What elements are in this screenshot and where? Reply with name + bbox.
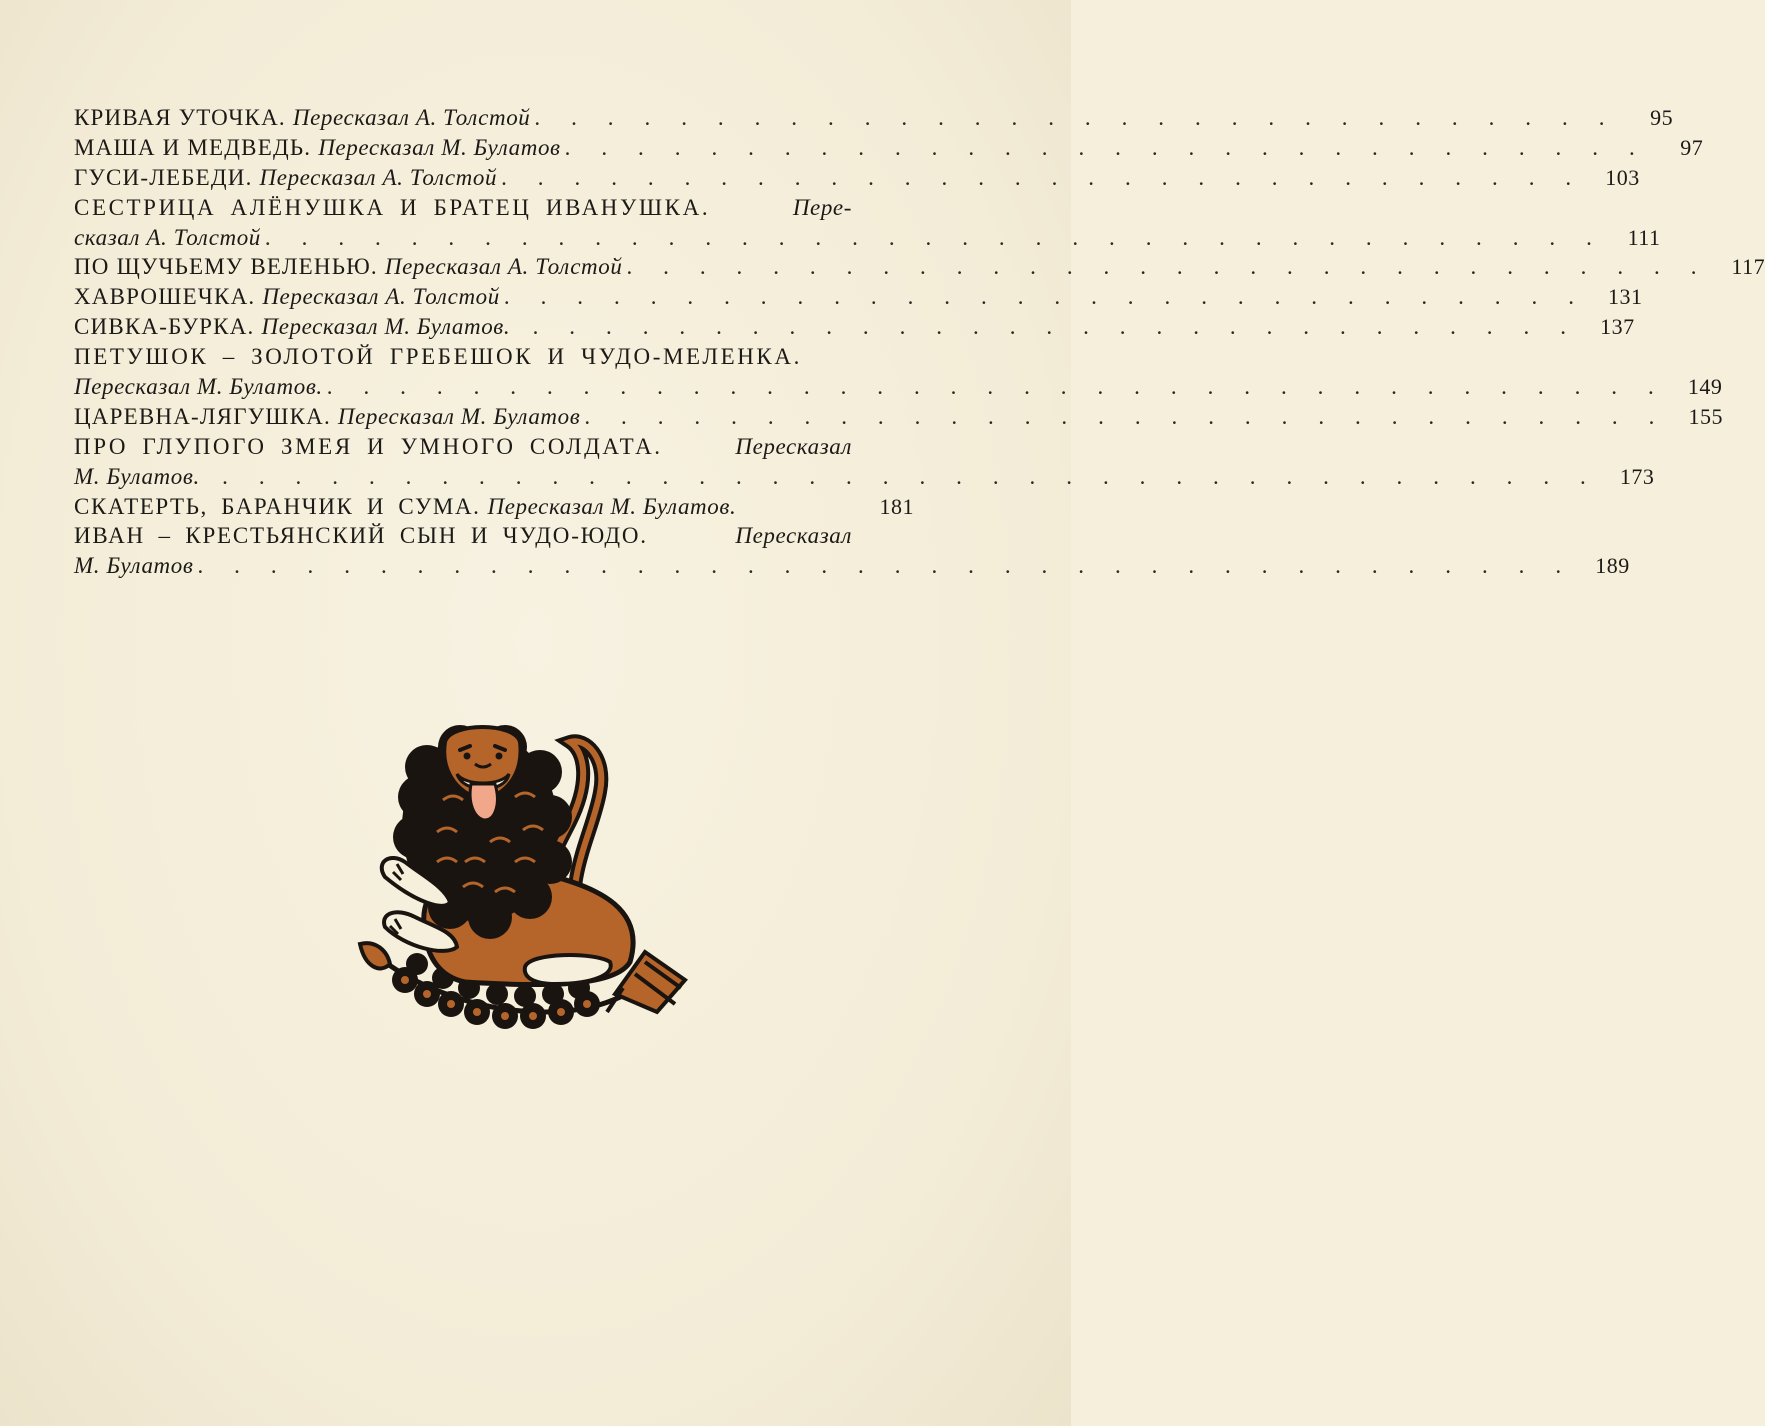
dot-leader: . . . . . . . . . . . . . . . . . . . . . . . . . . . . . . . . . . . . . [264, 224, 1605, 250]
dot-leader: . . . . . . . . . . . . . . . . . . . . . . . . . . . . . [514, 314, 1579, 340]
toc-entry-author: Пере- [792, 194, 852, 220]
dot-leader: . . . . . . . . . . . . . . . . . . . . . . . . . . . . . . [503, 284, 1587, 310]
dot-leader: . . . . . . . . . . . . . . . . . . . . . . . . . . . . . . . . . . . . . . [197, 553, 1574, 579]
toc-entry [74, 252, 1765, 282]
toc-entry-author: Пересказал М. Булатов. [74, 374, 323, 400]
toc-entry-author: Пересказал А. Толстой [384, 254, 623, 280]
toc-entry-line2 [74, 372, 1723, 402]
toc-entry-page: 111 [1627, 224, 1661, 250]
toc-entry-author: М. Булатов [74, 553, 194, 579]
dot-leader: . . . . . . . . . . . . . . . . . . . . . . . . . . . . . . [501, 164, 1584, 190]
dot-leader: . . . . . . . . . . . . . . . . . . . . . . . . . . . . . . [626, 254, 1710, 280]
toc-entry-line2 [74, 551, 1630, 581]
toc-entry-page: 189 [1595, 553, 1630, 579]
toc-entry-author: Пересказал А. Толстой [292, 105, 531, 130]
toc-entry-page: 131 [1608, 284, 1643, 310]
toc-entry-title: ИВАН – КРЕСТЬЯНСКИЙ СЫН И ЧУДО-ЮДО. [74, 523, 648, 549]
toc-entry-title: МАША И МЕДВЕДЬ. [74, 134, 312, 160]
toc-entry-page: 97 [1680, 134, 1704, 160]
toc-entry-page: 155 [1688, 403, 1723, 429]
toc-entry-line2 [74, 223, 1661, 253]
toc-entry-author: Пересказал М. Булатов [318, 134, 561, 160]
toc-entry-title: КРИВАЯ УТОЧКА. [74, 105, 286, 130]
toc-entry-author: Пересказал М. Булатов [337, 403, 581, 429]
toc-entry-author: Пересказал А. Толстой [262, 284, 500, 310]
toc-entry-title: СКАТЕРТЬ, БАРАНЧИК И СУМА. [74, 493, 481, 519]
toc-entry-title: ГУСИ-ЛЕБЕДИ. [74, 164, 253, 190]
toc-entry-title: ПРО ГЛУПОГО ЗМЕЯ И УМНОГО СОЛДАТА. [74, 433, 663, 459]
toc-entry [74, 163, 1640, 193]
toc-entry-author: Пересказал М. Булатов. [261, 314, 511, 340]
dot-leader: . . . . . . . . . . . . . . . . . . . . . . . . . . . . . . . . . . . . . [326, 374, 1667, 400]
toc-entry-line1 [74, 342, 914, 372]
toc-entry-title: СЕСТРИЦА АЛЁНУШКА И БРАТЕЦ ИВАНУШКА. [74, 194, 711, 220]
toc-entry-title: ХАВРОШЕЧКА. [74, 284, 256, 310]
toc-entry-page: 95 [1650, 105, 1674, 130]
toc-entry-author: М. Булатов. [74, 463, 200, 489]
toc-entry-page: 149 [1687, 374, 1723, 400]
toc-entry [74, 282, 1643, 312]
toc-entry [74, 103, 1674, 133]
toc-entry [74, 492, 914, 522]
toc-entry [74, 312, 1635, 342]
toc-entry-page: 103 [1605, 164, 1640, 190]
toc-entry-author: Пересказал [735, 523, 852, 549]
dot-leader: . . . . . . . . . . . . . . . . . . . . . . . . . . . . . . [534, 105, 1618, 130]
table-of-contents [74, 103, 1765, 581]
toc-entry-author: Пересказал [735, 433, 852, 459]
dot-leader: . . . . . . . . . . . . . . . . . . . . . . . . . . . . . . . . . . . . . . [203, 463, 1599, 489]
toc-entry-line1 [74, 432, 914, 462]
toc-entry [74, 402, 1723, 432]
toc-entry-author: Пересказал А. Толстой [259, 164, 498, 190]
toc-entry-author: Пересказал М. Булатов. [487, 493, 737, 519]
toc-entry [74, 133, 1704, 163]
toc-entry-line1 [74, 193, 914, 223]
toc-entry-title: ПО ЩУЧЬЕМУ ВЕЛЕНЬЮ. [74, 254, 378, 280]
toc-entry-page: 173 [1619, 463, 1655, 489]
dot-leader: . . . . . . . . . . . . . . . . . . . . . . . . . . . . . . [584, 403, 1667, 429]
toc-entry-author: сказал А. Толстой [74, 224, 261, 250]
toc-entry-page: 117 [1731, 254, 1765, 280]
toc-entry-line2 [74, 462, 1655, 492]
toc-entry-page: 181 [879, 493, 914, 519]
dot-leader: . . . . . . . . . . . . . . . . . . . . . . . . . . . . . . [564, 134, 1648, 160]
toc-entry-page: 137 [1600, 314, 1635, 340]
toc-entry-line1 [74, 521, 914, 551]
lion-vignette-icon [345, 712, 695, 1062]
toc-entry-title: СИВКА-БУРКА. [74, 314, 255, 340]
toc-entry-title: ЦАРЕВНА-ЛЯГУШКА. [74, 403, 331, 429]
toc-entry-title: ПЕТУШОК – ЗОЛОТОЙ ГРЕБЕШОК И ЧУДО-МЕЛЕНКА. [74, 344, 802, 370]
